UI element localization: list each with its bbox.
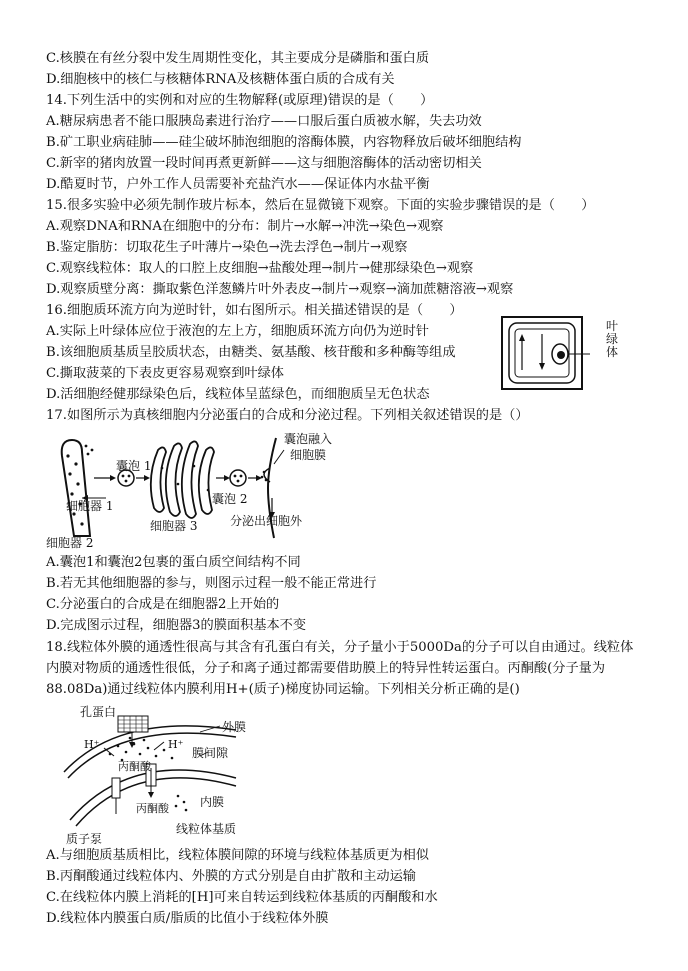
q15-option-d: D.观察质壁分离：撕取紫色洋葱鳞片叶外表皮→制片→观察→滴加蔗糖溶液→观察	[46, 282, 514, 297]
q14-option-c: C.新宰的猪肉放置一段时间再煮更新鲜——这与细胞溶酶体的活动密切相关	[46, 156, 482, 171]
fusion-label-1: 囊泡融入	[284, 432, 333, 446]
q15-option-a: A.观察DNA和RNA在细胞中的分布：制片→水解→冲洗→染色→观察	[46, 219, 444, 234]
pyruvate-label-1: 丙酮酸	[118, 760, 151, 773]
q16-option-c: C.撕取菠菜的下表皮更容易观察到叶绿体	[46, 366, 284, 381]
q18-option-d: D.线粒体内膜蛋白质/脂质的比值小于线粒体外膜	[46, 911, 329, 926]
intermembrane-label: 膜间隙	[192, 746, 229, 760]
h-plus-label-1: H⁺	[84, 738, 100, 751]
q13-option-d: D.细胞核中的核仁与核糖体RNA及核糖体蛋白质的合成有关	[46, 72, 395, 87]
q15-stem: 15.很多实验中必须先制作玻片标本，然后在显微镜下观察。下面的实验步骤错误的是（ ）	[46, 198, 595, 213]
cell-streaming-figure	[498, 314, 618, 394]
q15-option-b: B.鉴定脂肪：切取花生子叶薄片→染色→洗去浮色→制片→观察	[46, 240, 408, 255]
h-plus-label-2: H⁺	[168, 738, 184, 751]
secrete-label: 分泌出细胞外	[230, 514, 303, 528]
q17-option-b: B.若无其他细胞器的参与，则图示过程一般不能正常进行	[46, 576, 377, 591]
outer-membrane-label: 外膜	[222, 720, 247, 734]
q15-option-c: C.观察线粒体：取人的口腔上皮细胞→盐酸处理→制片→健那绿染色→观察	[46, 261, 474, 276]
vesicle2-label: 囊泡 2	[212, 492, 248, 506]
fusion-label-2: 细胞膜	[290, 448, 327, 462]
vesicle1-label: 囊泡 1	[116, 459, 152, 473]
q13-option-c: C.核膜在有丝分裂中发生周期性变化，其主要成分是磷脂和蛋白质	[46, 51, 430, 66]
q18-option-b: B.丙酮酸通过线粒体内、外膜的方式分别是自由扩散和主动运输	[46, 869, 416, 884]
q14-option-a: A.糖尿病患者不能口服胰岛素进行治疗——口服后蛋白质被水解，失去功效	[46, 114, 482, 129]
q17-option-c: C.分泌蛋白的合成是在细胞器2上开始的	[46, 597, 280, 612]
pyruvate-label-2: 丙酮酸	[136, 802, 169, 815]
q14-option-d: D.酷夏时节，户外工作人员需要补充盐汽水——保证体内水盐平衡	[46, 177, 430, 192]
organelle1-label: 细胞器 1	[66, 499, 114, 513]
q18-option-c: C.在线粒体内膜上消耗的[H]可来自转运到线粒体基质的丙酮酸和水	[46, 890, 438, 905]
q16-stem: 16.细胞质环流方向为逆时针，如右图所示。相关描述错误的是（ ）	[46, 303, 463, 318]
q14-stem: 14.下列生活中的实例和对应的生物解释(或原理)错误的是（ ）	[46, 93, 434, 108]
inner-membrane-label: 内膜	[200, 795, 225, 809]
organelle2-label: 细胞器 2	[46, 536, 94, 550]
matrix-label: 线粒体基质	[176, 822, 237, 836]
q17-stem: 17.如图所示为真核细胞内分泌蛋白的合成和分泌过程。下列相关叙述错误的是（）	[46, 408, 529, 423]
q18-stem: 18.线粒体外膜的通透性很高与其含有孔蛋白有关，分子量小于5000Da的分子可以自由通过。线粒体内膜对物质的通透性很低，分子和离子通过都需要借助膜上的特异性转运蛋白。丙酮酸(分子量为88.08Da)通过线粒体内膜利用H+(质子)梯度协同运输。下列相关分析正确的是()	[46, 640, 634, 697]
q16-option-a: A.实际上叶绿体应位于液泡的左上方，细胞质环流方向仍为逆时针	[46, 324, 429, 339]
q16-option-b: B.该细胞质基质呈胶质状态，由糖类、氨基酸、核苷酸和多种酶等组成	[46, 345, 456, 360]
q16-option-d: D.活细胞经健那绿染色后，线粒体呈蓝绿色，而细胞质呈无色状态	[46, 387, 430, 402]
q14-option-b: B.矿工职业病硅肺——硅尘破坏肺泡细胞的溶酶体膜，内容物释放后破坏细胞结构	[46, 135, 522, 150]
q17-option-a: A.囊泡1和囊泡2包裹的蛋白质空间结构不同	[46, 555, 301, 570]
proton-pump-label: 质子泵	[66, 832, 103, 846]
q18-option-a: A.与细胞质基质相比，线粒体膜间隙的环境与线粒体基质更为相似	[46, 848, 429, 863]
q17-option-d: D.完成图示过程，细胞器3的膜面积基本不变	[46, 618, 307, 633]
chloroplast-label: 叶绿体	[606, 319, 619, 359]
organelle3-label: 细胞器 3	[150, 519, 198, 533]
porin-label: 孔蛋白	[80, 705, 117, 719]
